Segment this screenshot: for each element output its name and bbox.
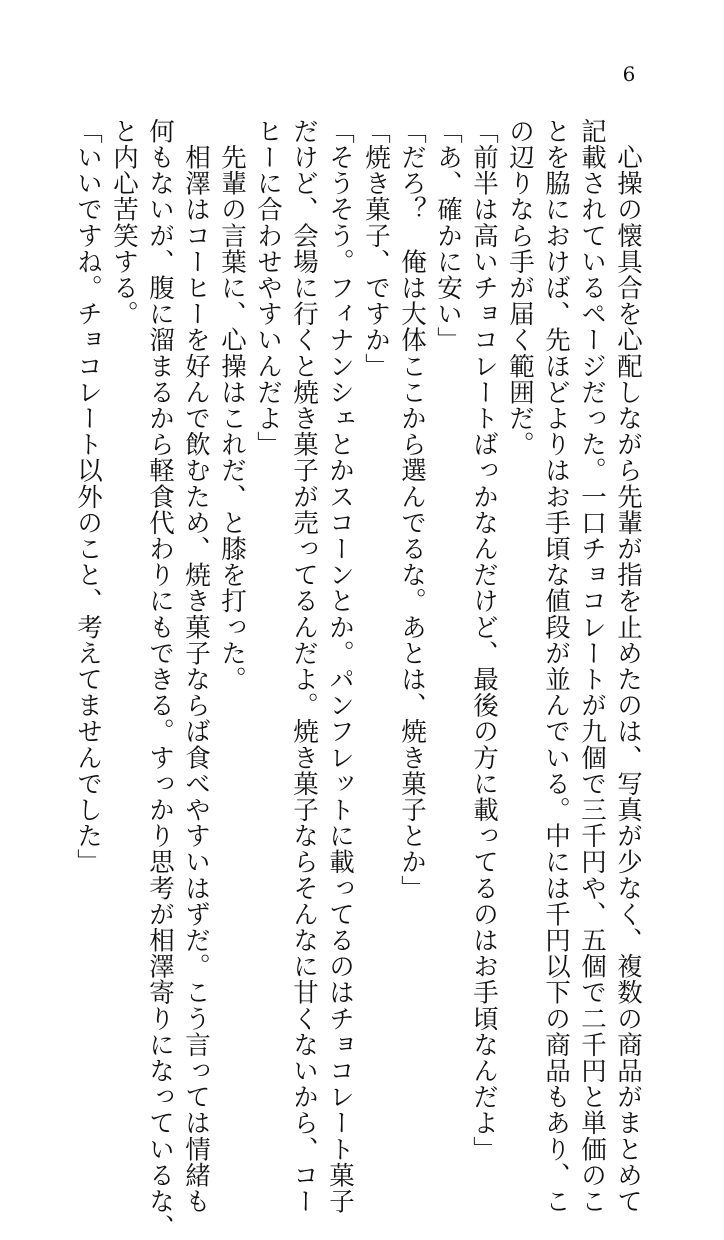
text-line: 相澤はコーヒーを好んで飲むため、焼き菓子ならば食べやすいはずだ。こう言っては情緒も [181, 118, 211, 1215]
text-line: だけど、会場に行くと焼き菓子が売ってるんだよ。焼き菓子ならそんなに甘くないから、コー [289, 118, 319, 1215]
text-line: 「あ、確かに安い」 [433, 118, 463, 353]
text-line: 心操の懐具合を心配しながら先輩が指を止めたのは、写真が少なく、複数の商品がまとめて [613, 118, 643, 1215]
page-number: 6 [622, 62, 636, 86]
text-line: 「だろ？ 俺は大体ここから選んでるな。あとは、焼き菓子とか」 [397, 118, 427, 901]
text-line: ヒーに合わせやすいんだよ」 [253, 118, 283, 458]
text-line: 「いいですね。チョコレート以外のこと、考えてませんでした」 [73, 118, 103, 875]
text-line: 記載されているページだった。一口チョコレートが九個で三千円や、五個で二千円と単価のこ [577, 118, 607, 1215]
text-line: の辺りなら手が届く範囲だ。 [505, 118, 535, 458]
text-line: 何もないが、腹に溜まるから軽食代わりにもできる。すっかり思考が相澤寄りになっているな、 [145, 118, 175, 1240]
text-line: 「前半は高いチョコレートばっかなんだけど、最後の方に載ってるのはお手頃なんだよ」 [469, 118, 499, 1162]
text-line: とを脇におけば、先ほどよりはお手頃な値段が並んでいる。中には千円以下の商品もあり、こ [541, 118, 571, 1215]
text-line: 先輩の言葉に、心操はこれだ、と膝を打った。 [217, 118, 247, 693]
text-line: 「焼き菓子、ですか」 [361, 118, 391, 379]
text-line: 「そうそう。フィナンシェとかスコーンとか。パンフレットに載ってるのはチョコレート菓子 [325, 118, 355, 1215]
body-text [70, 118, 646, 1240]
text-line: と内心苦笑する。 [109, 118, 139, 327]
